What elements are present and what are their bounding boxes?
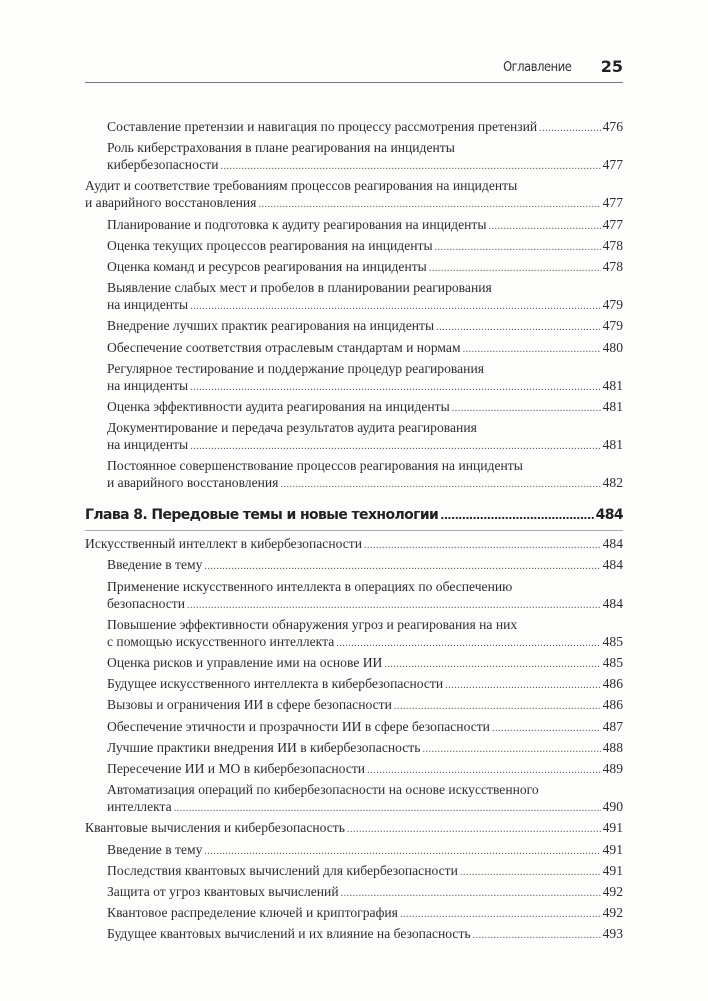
toc-entry[interactable] (85, 718, 623, 737)
toc-entry-title: с помощью искусственного интеллекта (107, 633, 335, 649)
toc-entry-title: Постоянное совершенствование процессов реагирования на инциденты (107, 458, 523, 474)
toc-entry-line (107, 798, 623, 817)
toc-entry-title: Пересечение ИИ и МО в кибербезопасности (107, 760, 366, 776)
toc-entry-line (107, 339, 623, 358)
toc-entry-page: 489 (602, 760, 623, 776)
toc-entry-title: Аудит и соответствие требованиям процессов реагирования на инциденты (85, 178, 518, 194)
toc-entry-line (85, 177, 623, 194)
toc-entry-line (107, 760, 623, 779)
toc-entry-page: 481 (602, 437, 623, 453)
toc-entry-page: 493 (602, 926, 623, 942)
toc-entry[interactable] (85, 398, 623, 417)
toc-entry-title: Будущее квантовых вычислений и их влияние на безопасность (107, 926, 471, 942)
toc-entry-line (107, 883, 623, 902)
toc-entry[interactable] (85, 841, 623, 860)
toc-entry-title: на инциденты (107, 377, 189, 393)
dot-leader (463, 341, 601, 358)
chapter-divider (85, 530, 623, 531)
toc-entry-title: Роль киберстрахования в плане реагирования на инциденты (107, 140, 455, 156)
toc-entry[interactable] (85, 904, 623, 923)
dot-leader (539, 120, 600, 137)
toc-entry-page: 487 (602, 718, 623, 734)
toc-entry-page: 484 (602, 557, 623, 573)
toc-entry-line (107, 377, 623, 396)
toc-entry-page: 480 (602, 339, 623, 355)
toc-entry-line (107, 718, 623, 737)
toc-entry-line (107, 925, 623, 944)
toc-entry-title: Регулярное тестирование и поддержание процедур реагирования (107, 360, 484, 376)
toc-section-chapter7-tail (85, 118, 623, 493)
toc-entry-title: Квантовые вычисления и кибербезопасность (85, 820, 345, 836)
toc-entry[interactable] (85, 696, 623, 715)
toc-entry-page: 482 (602, 475, 623, 491)
toc-entry-title: Автоматизация операций по кибербезопасности на основе искусственного (107, 782, 539, 798)
toc-entry-line (107, 675, 623, 694)
toc-entry[interactable] (85, 883, 623, 902)
toc-entry-page: 478 (602, 258, 623, 274)
dot-leader (492, 720, 601, 737)
toc-entry-page: 492 (602, 905, 623, 921)
toc-entry-line (107, 633, 623, 652)
toc-entry[interactable] (85, 675, 623, 694)
toc-entry[interactable] (85, 177, 623, 213)
dot-leader (174, 800, 601, 817)
toc-entry-line (85, 819, 623, 838)
toc-entry-title: Защита от угроз квантовых вычислений (107, 883, 339, 899)
toc-entry-title: на инциденты (107, 437, 189, 453)
toc-section-chapter8 (85, 535, 623, 944)
toc-entry[interactable] (85, 258, 623, 277)
toc-entry-line (107, 398, 623, 417)
toc-entry-title: Документирование и передача результатов аудита реагирования (107, 420, 477, 436)
toc-entry-page: 485 (602, 655, 623, 670)
toc-entry-page: 479 (602, 318, 623, 334)
toc-entry-title: Повышение эффективности обнаружения угроз и реагирования на них (107, 616, 518, 632)
dot-leader (488, 218, 600, 235)
toc-entry-title: Обеспечение этичности и прозрачности ИИ в сфере безопасности (107, 718, 490, 734)
toc-entry-line (107, 556, 623, 575)
dot-leader (190, 379, 601, 396)
toc-entry-line (107, 360, 623, 377)
toc-entry[interactable] (85, 237, 623, 256)
dot-leader (336, 635, 600, 652)
toc-chapter-heading[interactable] (85, 507, 623, 524)
toc-entry-line (107, 279, 623, 296)
toc-entry-line (107, 904, 623, 923)
chapter-title: Глава 8. Передовые темы и новые технологии (85, 507, 439, 524)
toc-entry[interactable] (85, 616, 623, 652)
dot-leader (187, 597, 601, 614)
toc-entry-title: безопасности (107, 595, 186, 611)
toc-entry[interactable] (85, 862, 623, 881)
toc-entry-line (107, 578, 623, 595)
table-of-contents (85, 118, 623, 946)
toc-entry-line (107, 474, 623, 493)
toc-entry-title: Выявление слабых мест и пробелов в планировании реагирования (107, 280, 492, 296)
toc-entry[interactable] (85, 317, 623, 336)
toc-entry-title: Квантовое распределение ключей и криптография (107, 905, 398, 921)
dot-leader (204, 558, 600, 575)
toc-entry-page: 486 (602, 676, 623, 692)
dot-leader (190, 438, 601, 455)
toc-entry-page: 488 (602, 739, 623, 755)
toc-entry-title: Последствия квантовых вычислений для кибербезопасности (107, 862, 458, 878)
toc-entry-page: 484 (602, 536, 623, 552)
toc-entry-title: Оценка команд и ресурсов реагирования на инциденты (107, 258, 427, 274)
toc-entry-title: кибербезопасности (107, 157, 219, 173)
dot-leader (422, 741, 600, 758)
toc-entry-title: Вызовы и ограничения ИИ в сфере безопасности (107, 697, 392, 713)
toc-entry-page: 477 (602, 216, 623, 232)
toc-entry-title: Будущее искусственного интеллекта в кибербезопасности (107, 676, 444, 692)
dot-leader (384, 656, 600, 673)
toc-entry-title: Внедрение лучших практик реагирования на инциденты (107, 318, 435, 334)
toc-entry-page: 485 (602, 633, 623, 649)
toc-entry[interactable] (85, 339, 623, 358)
toc-entry-title: Лучшие практики внедрения ИИ в кибербезопасность (107, 739, 421, 755)
toc-entry-page: 477 (602, 195, 623, 211)
chapter-page: 484 (595, 507, 623, 524)
toc-entry[interactable] (85, 654, 623, 673)
dot-leader (204, 843, 600, 860)
toc-entry-line (107, 118, 623, 137)
toc-entry-title: Обеспечение соответствия отраслевым стандартам и нормам (107, 339, 461, 355)
toc-entry[interactable] (85, 739, 623, 758)
toc-entry[interactable] (85, 139, 623, 175)
toc-entry-line (107, 595, 623, 614)
toc-entry[interactable] (85, 535, 623, 554)
dot-leader (280, 476, 600, 493)
toc-entry[interactable] (85, 578, 623, 614)
toc-entry-title: Составление претензии и навигация по процессу рассмотрения претензий (107, 119, 538, 134)
toc-entry[interactable] (85, 556, 623, 575)
dot-leader (436, 319, 601, 336)
dot-leader (347, 821, 601, 838)
dot-leader (429, 260, 601, 277)
toc-entry-title: Оценка текущих процессов реагирования на инциденты (107, 237, 433, 253)
toc-entry-page: 491 (602, 862, 623, 878)
toc-entry-line (107, 457, 623, 474)
toc-entry-line (107, 696, 623, 715)
dot-leader (364, 537, 601, 554)
header-title: Оглавление (502, 59, 571, 75)
toc-entry-page: 484 (602, 595, 623, 611)
toc-entry-line (107, 237, 623, 256)
dot-leader (190, 298, 601, 315)
toc-entry-page: 479 (602, 297, 623, 313)
dot-leader (435, 239, 601, 256)
toc-entry-line (85, 194, 623, 213)
toc-entry[interactable] (85, 216, 623, 235)
toc-entry-title: Введение в тему (107, 841, 203, 857)
toc-entry-line (107, 436, 623, 455)
toc-entry-page: 476 (602, 119, 623, 134)
toc-entry-page: 490 (602, 799, 623, 815)
dot-leader (367, 762, 601, 779)
toc-entry-page: 491 (602, 820, 623, 836)
toc-entry-page: 481 (602, 377, 623, 393)
toc-entry-page: 486 (602, 697, 623, 713)
toc-entry[interactable] (85, 279, 623, 315)
toc-entry[interactable] (85, 819, 623, 838)
dot-leader (445, 677, 601, 694)
toc-entry-page: 492 (602, 883, 623, 899)
toc-entry[interactable] (85, 925, 623, 944)
toc-entry-line (107, 296, 623, 315)
toc-entry-title: Применение искусственного интеллекта в операциях по обеспечению (107, 578, 513, 594)
toc-entry-page: 481 (602, 398, 623, 414)
toc-entry[interactable] (85, 360, 623, 396)
dot-leader (460, 864, 601, 881)
toc-entry-title: и аварийного восстановления (85, 195, 257, 211)
toc-entry-line (107, 317, 623, 336)
toc-entry-title: Оценка рисков и управление ими на основе ИИ (107, 655, 383, 670)
toc-entry-title: Планирование и подготовка к аудиту реагирования на инциденты (107, 216, 487, 232)
toc-entry-line (107, 841, 623, 860)
toc-entry-line (107, 419, 623, 436)
toc-entry-line (107, 216, 623, 235)
toc-entry[interactable] (85, 760, 623, 779)
toc-entry-title: Оценка эффективности аудита реагирования на инциденты (107, 398, 450, 414)
dot-leader (341, 885, 601, 902)
toc-entry-title: Введение в тему (107, 557, 203, 573)
dot-leader (400, 906, 601, 923)
toc-entry-title: на инциденты (107, 297, 189, 313)
toc-entry-title: интеллекта (107, 799, 172, 815)
toc-entry-line (107, 781, 623, 798)
toc-entry[interactable] (85, 118, 623, 137)
toc-entry-line (107, 156, 623, 175)
toc-entry-page: 477 (602, 157, 623, 173)
toc-entry-line (107, 139, 623, 156)
dot-leader (220, 158, 600, 175)
toc-entry[interactable] (85, 457, 623, 493)
toc-entry-title: и аварийного восстановления (107, 475, 279, 491)
toc-entry-line (85, 535, 623, 554)
dot-leader (394, 698, 601, 715)
toc-entry[interactable] (85, 419, 623, 455)
dot-leader (440, 507, 593, 524)
dot-leader (452, 400, 601, 417)
running-header (85, 58, 623, 83)
dot-leader (258, 196, 600, 213)
toc-entry-title: Искусственный интеллект в кибербезопасности (85, 536, 362, 552)
page-number: 25 (600, 57, 623, 76)
toc-entry-page: 478 (602, 237, 623, 253)
toc-entry-line (107, 862, 623, 881)
toc-entry-page: 491 (602, 841, 623, 857)
dot-leader (473, 927, 601, 944)
toc-entry-line (107, 258, 623, 277)
toc-entry-line (107, 739, 623, 758)
toc-entry-line (107, 654, 623, 673)
toc-entry-line (107, 616, 623, 633)
toc-entry[interactable] (85, 781, 623, 817)
